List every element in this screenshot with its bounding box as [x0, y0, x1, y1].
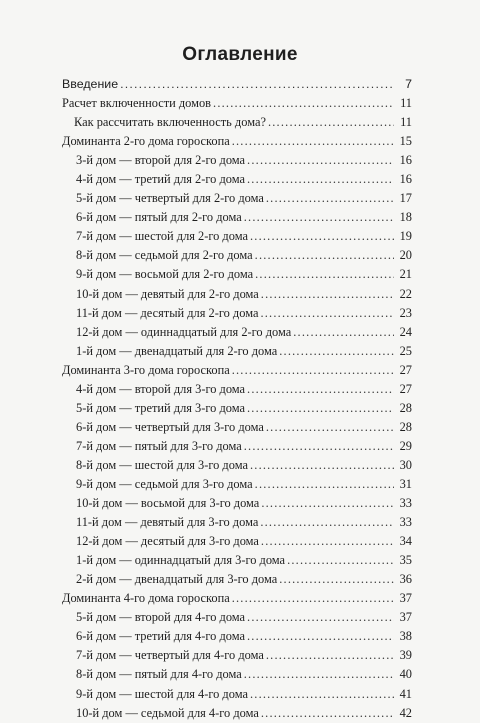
toc-entry[interactable] — [62, 646, 412, 665]
toc-entry-title: 3-й дом — второй для 2-го дома — [76, 153, 246, 168]
dot-leader — [261, 704, 394, 723]
toc-entry-page-number: 31 — [399, 476, 412, 491]
toc-entry[interactable] — [62, 94, 412, 113]
toc-entry[interactable] — [62, 704, 412, 723]
toc-entry-page-number: 23 — [399, 305, 412, 320]
dot-leader — [266, 646, 394, 665]
toc-entry[interactable] — [62, 456, 412, 475]
toc-entry-title: 9-й дом — седьмой для 3-го дома — [76, 476, 253, 491]
toc-entry[interactable] — [62, 608, 412, 627]
toc-entry-title: Как рассчитать включенность дома? — [74, 115, 266, 130]
toc-entry-title: 11-й дом — девятый для 3-го дома — [76, 515, 259, 530]
toc-entry-title: 7-й дом — пятый для 3-го дома — [76, 438, 242, 453]
toc-entry[interactable] — [62, 170, 412, 189]
toc-entry[interactable] — [62, 475, 412, 494]
toc-entry-page-number: 25 — [399, 343, 412, 358]
toc-entry-page-number: 37 — [399, 610, 412, 625]
toc-entry-title: 10-й дом — восьмой для 3-го дома — [76, 496, 260, 511]
toc-entry-page-number: 11 — [400, 115, 412, 130]
dot-leader — [260, 304, 394, 323]
dot-leader — [293, 323, 394, 342]
toc-entry-page-number: 24 — [399, 324, 412, 339]
toc-entry-title: 11-й дом — десятый для 2-го дома — [76, 305, 259, 320]
dot-leader — [250, 685, 394, 704]
dot-leader — [247, 380, 394, 399]
toc-entry-title: Доминанта 4-го дома гороскопа — [62, 591, 230, 606]
toc-entry-page-number: 27 — [399, 362, 412, 377]
toc-entry[interactable] — [62, 323, 412, 342]
toc-entry-page-number: 28 — [399, 419, 412, 434]
toc-entry-page-number: 20 — [399, 248, 412, 263]
dot-leader — [247, 608, 394, 627]
toc-entry-page-number: 34 — [399, 534, 412, 549]
toc-entry-page-number: 42 — [399, 705, 412, 720]
toc-entry[interactable] — [62, 113, 412, 132]
dot-leader — [255, 475, 394, 494]
toc-entry-page-number: 17 — [399, 191, 412, 206]
toc-entry-page-number: 30 — [399, 457, 412, 472]
toc-entry[interactable] — [62, 246, 412, 265]
dot-leader — [255, 246, 394, 265]
toc-entry-page-number: 37 — [399, 591, 412, 606]
dot-leader — [261, 285, 394, 304]
toc-entry-page-number: 19 — [399, 229, 412, 244]
toc-entry-page-number: 39 — [399, 648, 412, 663]
toc-entry[interactable] — [62, 532, 412, 551]
toc-entry-title: 1-й дом — двенадцатый для 2-го дома — [76, 343, 278, 358]
toc-entry[interactable] — [62, 189, 412, 208]
dot-leader — [279, 342, 394, 361]
toc-entry[interactable] — [62, 208, 412, 227]
toc-entry[interactable] — [62, 285, 412, 304]
toc-entry[interactable] — [62, 342, 412, 361]
dot-leader — [232, 132, 394, 151]
toc-entry[interactable] — [62, 513, 412, 532]
toc-entry-title: 12-й дом — одиннадцатый для 2-го дома — [76, 324, 292, 339]
toc-entry[interactable] — [62, 570, 412, 589]
dot-leader — [287, 551, 394, 570]
toc-entry-page-number: 41 — [399, 686, 412, 701]
dot-leader — [232, 589, 394, 608]
toc-entry-title: 8-й дом — седьмой для 2-го дома — [76, 248, 253, 263]
toc-entry[interactable] — [62, 685, 412, 704]
toc-entry[interactable] — [62, 151, 412, 170]
toc-entry-title: 4-й дом — третий для 2-го дома — [76, 172, 245, 187]
toc-entry-page-number: 27 — [399, 381, 412, 396]
toc-entry-page-number: 15 — [399, 134, 412, 149]
toc-entry-title: 10-й дом — девятый для 2-го дома — [76, 286, 259, 301]
toc-entry[interactable] — [62, 627, 412, 646]
toc-entry-page-number: 7 — [405, 77, 412, 91]
dot-leader — [247, 399, 394, 418]
toc-entry-title: 4-й дом — второй для 3-го дома — [76, 381, 246, 396]
toc-entry[interactable] — [62, 75, 412, 94]
toc-entry-title: 12-й дом — десятый для 3-го дома — [76, 534, 259, 549]
dot-leader — [244, 665, 394, 684]
toc-entry-title: 1-й дом — одиннадцатый для 3-го дома — [76, 553, 286, 568]
dot-leader — [268, 113, 394, 132]
toc-entry-page-number: 18 — [399, 210, 412, 225]
dot-leader — [247, 627, 394, 646]
dot-leader — [244, 208, 394, 227]
dot-leader — [279, 570, 394, 589]
toc-entry-title: 7-й дом — шестой для 2-го дома — [76, 229, 248, 244]
dot-leader — [120, 75, 394, 94]
toc-entry-title: 9-й дом — восьмой для 2-го дома — [76, 267, 254, 282]
toc-entry-page-number: 29 — [399, 438, 412, 453]
toc-entry-page-number: 16 — [399, 153, 412, 168]
dot-leader — [247, 151, 394, 170]
toc-entry-title: 2-й дом — двенадцатый для 3-го дома — [76, 572, 278, 587]
toc-entry-page-number: 22 — [399, 286, 412, 301]
toc-entry-title: Расчет включенности домов — [62, 96, 212, 111]
toc-entry-title: 7-й дом — четвертый для 4-го дома — [76, 648, 264, 663]
dot-leader — [260, 513, 394, 532]
dot-leader — [261, 532, 394, 551]
dot-leader — [213, 94, 394, 113]
dot-leader — [266, 418, 394, 437]
toc-entry-page-number: 16 — [399, 172, 412, 187]
toc-entry[interactable] — [62, 304, 412, 323]
toc-entry-title: 9-й дом — шестой для 4-го дома — [76, 686, 248, 701]
toc-entry[interactable] — [62, 551, 412, 570]
dot-leader — [255, 265, 394, 284]
toc-entry-title: 6-й дом — третий для 4-го дома — [76, 629, 245, 644]
dot-leader — [244, 437, 394, 456]
toc-entry[interactable] — [62, 380, 412, 399]
toc-entry-title: 8-й дом — шестой для 3-го дома — [76, 457, 248, 472]
toc-entry-page-number: 21 — [399, 267, 412, 282]
toc-entry-page-number: 35 — [399, 553, 412, 568]
toc-entry-page-number: 36 — [399, 572, 412, 587]
toc-entry[interactable] — [62, 418, 412, 437]
toc-entry-title: 6-й дом — пятый для 2-го дома — [76, 210, 242, 225]
toc-entry[interactable] — [62, 494, 412, 513]
toc-entry[interactable] — [62, 132, 412, 151]
toc-entry-title: 5-й дом — четвертый для 2-го дома — [76, 191, 264, 206]
dot-leader — [250, 227, 394, 246]
toc-entry[interactable] — [62, 665, 412, 684]
toc-entry-page-number: 28 — [399, 400, 412, 415]
toc-entry-page-number: 11 — [400, 96, 412, 111]
toc-entry-page-number: 38 — [399, 629, 412, 644]
dot-leader — [261, 494, 394, 513]
toc-entry-title: 8-й дом — пятый для 4-го дома — [76, 667, 242, 682]
toc-entry-title: Доминанта 3-го дома гороскопа — [62, 362, 230, 377]
toc-entry-title: 6-й дом — четвертый для 3-го дома — [76, 419, 264, 434]
toc-entry-title: Введение — [62, 77, 119, 91]
toc-entry-title: 10-й дом — седьмой для 4-го дома — [76, 705, 259, 720]
toc-entry-title: Доминанта 2-го дома гороскопа — [62, 134, 230, 149]
toc-entry-page-number: 40 — [399, 667, 412, 682]
toc-entry[interactable] — [62, 265, 412, 284]
toc-entry-title: 5-й дом — второй для 4-го дома — [76, 610, 246, 625]
dot-leader — [250, 456, 394, 475]
toc-entry[interactable] — [62, 361, 412, 380]
toc-entry[interactable] — [62, 399, 412, 418]
toc-entry-page-number: 33 — [399, 515, 412, 530]
dot-leader — [247, 170, 394, 189]
dot-leader — [266, 189, 394, 208]
toc-entry-page-number: 33 — [399, 496, 412, 511]
dot-leader — [232, 361, 394, 380]
toc-entry[interactable] — [62, 589, 412, 608]
page-title: Оглавление — [182, 44, 298, 65]
toc-entry-title: 5-й дом — третий для 3-го дома — [76, 400, 245, 415]
toc-entry[interactable] — [62, 227, 412, 246]
table-of-contents — [62, 75, 412, 723]
toc-entry[interactable] — [62, 437, 412, 456]
